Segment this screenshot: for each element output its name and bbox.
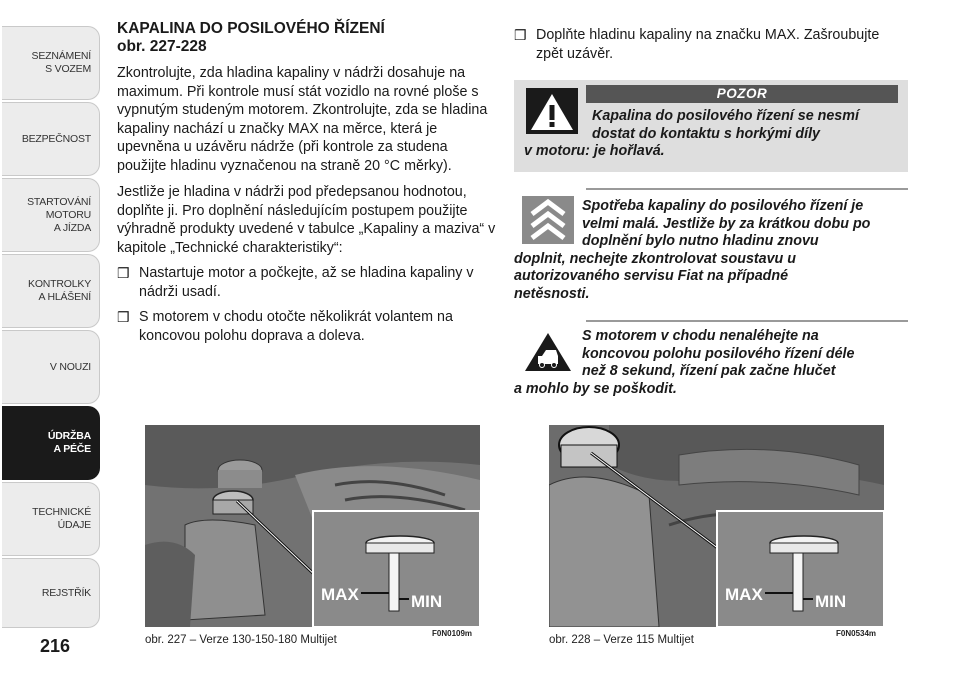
max-label: MAX (321, 585, 359, 604)
list-item-text: Doplňte hladinu kapaliny na značku MAX. Zašroubujte zpět uzávěr. (536, 27, 880, 62)
tab-label: BEZPEČNOST (21, 132, 91, 145)
paragraph-refill: Jestliže je hladina v nádrži pod předepsanou hodnotou, doplňte ji. Pro doplnění následujícím postupem použijte výhradně produkty uvedené v tabulce „Kapaliny a maziva“ v kapitole „Technické charakteristiky“: (117, 184, 496, 256)
note-steering-lock (514, 328, 908, 398)
tab-label: STARTOVÁNÍ (27, 195, 91, 208)
figure-caption: obr. 227 – Verze 130-150-180 Multijet (145, 634, 337, 646)
note-line: velmi malá. Jestliže by za krátkou dobu po (582, 215, 871, 232)
tab-label: REJSTŘÍK (41, 586, 91, 599)
tab-label: ÚDRŽBA (47, 430, 91, 442)
checkbox-icon: ❒ (117, 265, 130, 281)
tab-label: SEZNÁMENÍ (31, 50, 91, 62)
tab-udrzba-active[interactable] (2, 406, 100, 480)
list-item (117, 308, 497, 345)
note-line: a mohlo by se poškodit. (514, 380, 677, 397)
tab-label: A JÍZDA (53, 221, 91, 234)
max-label: MAX (725, 585, 763, 604)
tab-label: KONTROLKY (28, 278, 91, 290)
note-line: netěsnosti. (514, 285, 590, 302)
tab-label: ÚDAJE (57, 519, 91, 531)
tab-startovani[interactable] (2, 178, 100, 252)
list-item (117, 264, 497, 301)
checkbox-icon: ❒ (514, 27, 527, 43)
tab-label: A PÉČE (53, 443, 91, 455)
section-subheading: obr. 227-228 (117, 38, 207, 55)
chapter-sidebar (0, 0, 104, 677)
list-item-text: Nastartuje motor a počkejte, až se hladina kapaliny v nádrži usadí. (139, 265, 474, 300)
checkbox-icon: ❒ (117, 309, 130, 325)
warning-line: v motoru: je hořlavá. (524, 143, 665, 159)
divider (586, 320, 908, 322)
tab-label: MOTORU (45, 208, 91, 221)
right-column (514, 20, 910, 63)
note-consumption (514, 198, 908, 303)
divider (586, 188, 908, 190)
tab-kontrolky[interactable] (2, 254, 100, 328)
engine-bay-illustration (145, 425, 480, 627)
note-line: doplnit, nechejte zkontrolovat soustavu u (514, 250, 796, 267)
figure-code: F0N0534m (836, 629, 877, 638)
paragraph-check: Zkontrolujte, zda hladina kapaliny v nádrži dosahuje na maximum. Při kontrole musí stát vozidlo na rovné ploše s vypnutým studeným motorem. Zkontrolujte, zda se hladina kapaliny nachází u značky MAX na měrce, která je upevněna u uzávěru nádrže (při kontrole za studena použijte hladinu vyznačenou na straně 20 °C měrky). (117, 65, 488, 174)
warning-text (524, 108, 902, 161)
tab-label: TECHNICKÉ (32, 506, 91, 518)
note-line: Spotřeba kapaliny do posilového řízení je (582, 198, 864, 214)
note-line: koncovou polohu posilového řízení déle (582, 345, 855, 362)
note-line: S motorem v chodu nenaléhejte na (582, 328, 819, 344)
engine-bay-illustration (549, 425, 884, 627)
note-line: autorizovaného servisu Fiat na případné (514, 268, 789, 284)
figure-227-engine-reservoir (145, 425, 480, 627)
warning-box (514, 80, 908, 172)
warning-line: dostat do kontaktu s horkými díly (592, 125, 820, 142)
warning-line: Kapalina do posilového řízení se nesmí (592, 108, 859, 124)
section-heading: KAPALINA DO POSILOVÉHO ŘÍZENÍ (117, 20, 385, 37)
tab-label: S VOZEM (45, 63, 91, 75)
page-number: 216 (40, 636, 71, 656)
tab-v-nouzi[interactable] (2, 330, 100, 404)
figure-code: F0N0109m (432, 629, 473, 638)
list-item-text: S motorem v chodu otočte několikrát volantem na koncovou polohu doprava a doleva. (139, 309, 453, 344)
tab-label: V NOUZI (49, 360, 91, 373)
list-item (514, 26, 910, 63)
tab-label: A HLÁŠENÍ (38, 291, 91, 303)
tab-rejstrik[interactable] (2, 558, 100, 628)
warning-title: POZOR (586, 85, 898, 103)
figure-228-engine-reservoir (549, 425, 884, 627)
figure-caption: obr. 228 – Verze 115 Multijet (549, 634, 694, 646)
tab-seznameni[interactable] (2, 26, 100, 100)
note-line: doplnění bylo nutno hladinu znovu (582, 233, 819, 249)
tab-bezpecnost[interactable] (2, 102, 100, 176)
min-label: MIN (815, 592, 847, 611)
min-label: MIN (411, 592, 443, 611)
left-column (117, 20, 497, 345)
note-line: než 8 sekund, řízení pak začne hlučet (582, 363, 836, 379)
tab-technicke-udaje[interactable] (2, 482, 100, 556)
